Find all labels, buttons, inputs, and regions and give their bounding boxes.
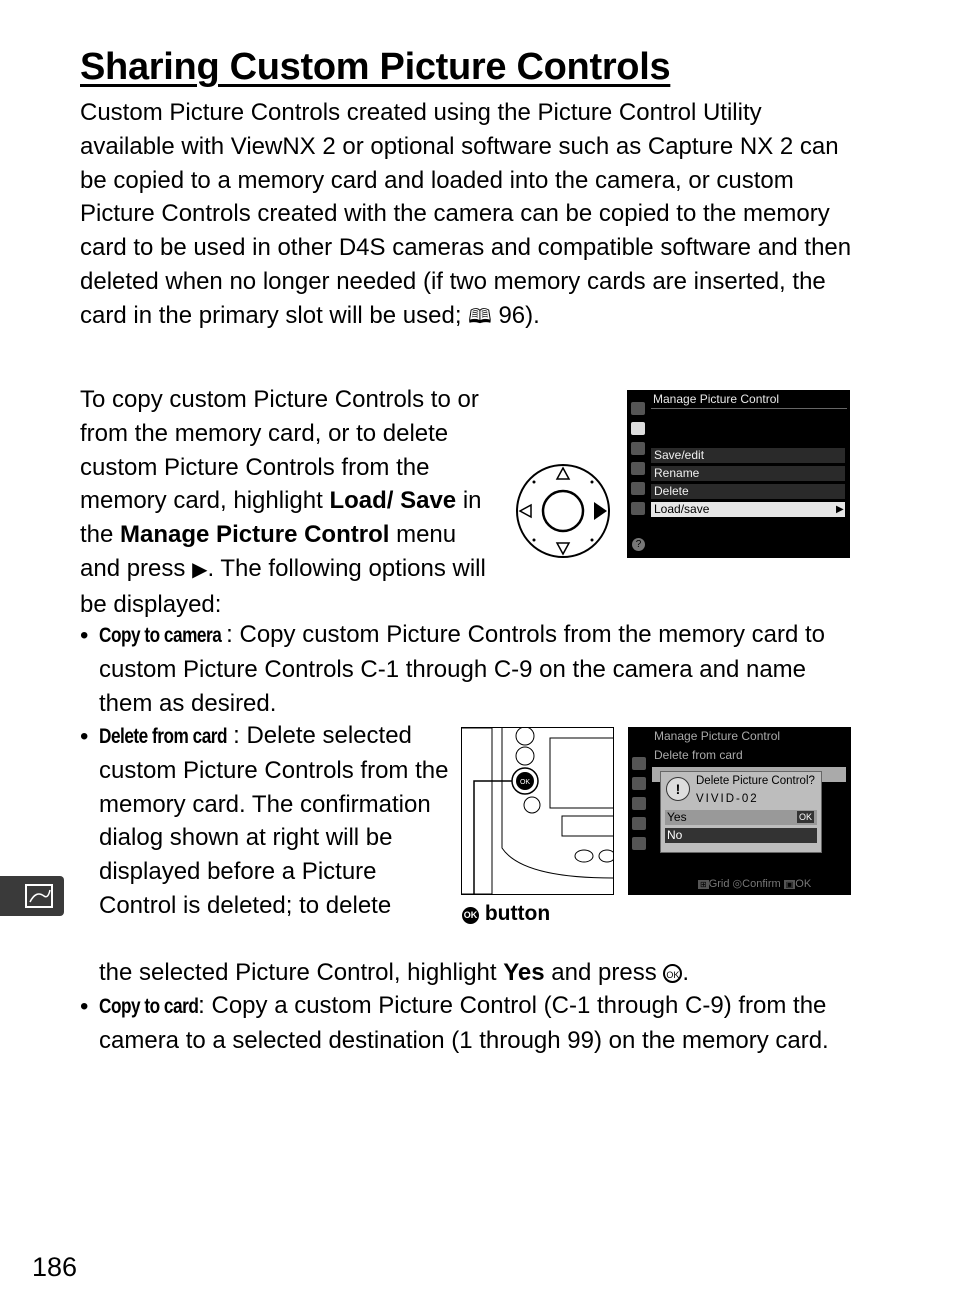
chevron-right-icon: ▶ (836, 504, 844, 515)
bullet-text: : Delete selected custom Picture Controls from the memory card. The confirmation dialog shown at right will be displayed before a Picture Control is deleted; to delete (99, 722, 449, 919)
bullet-delete-from-card (99, 719, 449, 923)
bullet-text: : Copy custom Picture Controls from the memory card to custom Picture Controls C-1 through C-9 on the camera and name them as desired. (99, 621, 826, 717)
menu-item-load-save[interactable]: Load/save (651, 502, 845, 517)
manage-picture-control-term: Manage Picture Control (120, 521, 390, 549)
dialog-picture-name: VIVID-02 (696, 793, 759, 805)
ok-button-icon: OK (462, 907, 479, 924)
picture-control-icon (0, 876, 64, 916)
footer-grid: Grid (708, 878, 730, 890)
camera-back-illustration (461, 727, 614, 895)
caption-text: button (484, 902, 551, 925)
bullet-text-continued: the selected Picture Control, highlight (99, 959, 504, 986)
instruction-paragraph (80, 383, 500, 622)
manage-picture-control-screen (627, 390, 850, 558)
page-number: 186 (32, 1252, 78, 1282)
intro-paragraph (80, 96, 860, 335)
load-save-term: Load/ Save (329, 487, 457, 515)
menu-side-icons (630, 757, 648, 857)
menu-item-rename[interactable]: Rename (651, 466, 845, 481)
screen1-title: Manage Picture Control (653, 392, 780, 406)
bullet-text: : Copy a custom Picture Control (C-1 through C-9) from the camera to a selected destination (1 through 99) on the memory card. (99, 992, 829, 1054)
menu-side-icons (629, 402, 647, 522)
delete-from-card-screen (628, 727, 851, 895)
section-tab (0, 876, 64, 916)
confirm-dialog (660, 771, 822, 853)
dialog-option-yes[interactable]: Yes (665, 810, 817, 825)
screen2-subtitle: Delete from card (654, 748, 743, 762)
ok-badge: OK (799, 812, 813, 822)
dialog-option-no[interactable]: No (665, 828, 817, 843)
svg-text:OK: OK (519, 779, 531, 786)
para2-text-3: menu and press (80, 521, 457, 582)
bullet-dot: • (80, 723, 89, 750)
bullet-dot: • (80, 993, 89, 1020)
para2-text-1: To copy custom Picture Controls to or from the memory card, or to delete custom Picture Controls from the memory card, highlight (80, 386, 479, 515)
warning-icon: ! (666, 777, 690, 801)
term-delete-from-card: Delete from card (99, 725, 228, 748)
term-copy-to-card: Copy to card (99, 995, 199, 1018)
page-title: Sharing Custom Picture Controls (80, 46, 671, 88)
term-copy-to-camera: Copy to camera (99, 624, 222, 647)
ok-icon: OK (663, 964, 682, 983)
bullet-text: and press (544, 959, 664, 986)
bullet-dot: • (80, 622, 89, 649)
footer-confirm: Confirm (742, 878, 781, 890)
intro-ref: 96). (498, 301, 540, 329)
yes-term: Yes (503, 959, 545, 986)
menu-item-delete[interactable]: Delete (651, 484, 845, 499)
ok-button-caption (462, 902, 550, 926)
bullet-end: . (682, 959, 690, 986)
bullet-copy-to-card (99, 989, 859, 1058)
screen2-title: Manage Picture Control (654, 729, 781, 743)
menu-item-save-edit[interactable]: Save/edit (651, 448, 845, 463)
book-icon: 🕮 (468, 305, 492, 328)
grid-icon: ⊞ (700, 880, 707, 889)
help-icon: ? (632, 538, 645, 551)
right-arrow-icon: ▶ (192, 558, 208, 581)
dialog-title: Delete Picture Control? (696, 775, 815, 787)
intro-text: Custom Picture Controls created using the Picture Control Utility available with ViewNX 2 or optional software such as Capture NX 2 can be copied to a memory card and loaded into the camera, or custom Picture Controls created with the camera can be copied to the memory card to be used in other D4S cameras and compatible software and then deleted when no longer needed (if two memory cards are inserted, the card in the primary slot will be used; (80, 99, 852, 329)
multi-selector-small-icon: ◎ (732, 878, 743, 890)
para2-text-4: . The following options will be displayed: (80, 554, 486, 618)
bullet-delete-continued (99, 956, 859, 990)
bullet-copy-to-camera (99, 618, 859, 720)
footer-ok: OK (795, 878, 812, 890)
ok-small-icon: ▣ (785, 880, 794, 889)
multi-selector-icon (514, 462, 612, 560)
screen2-footer (698, 877, 811, 890)
para2-text-2: in the (80, 487, 482, 549)
